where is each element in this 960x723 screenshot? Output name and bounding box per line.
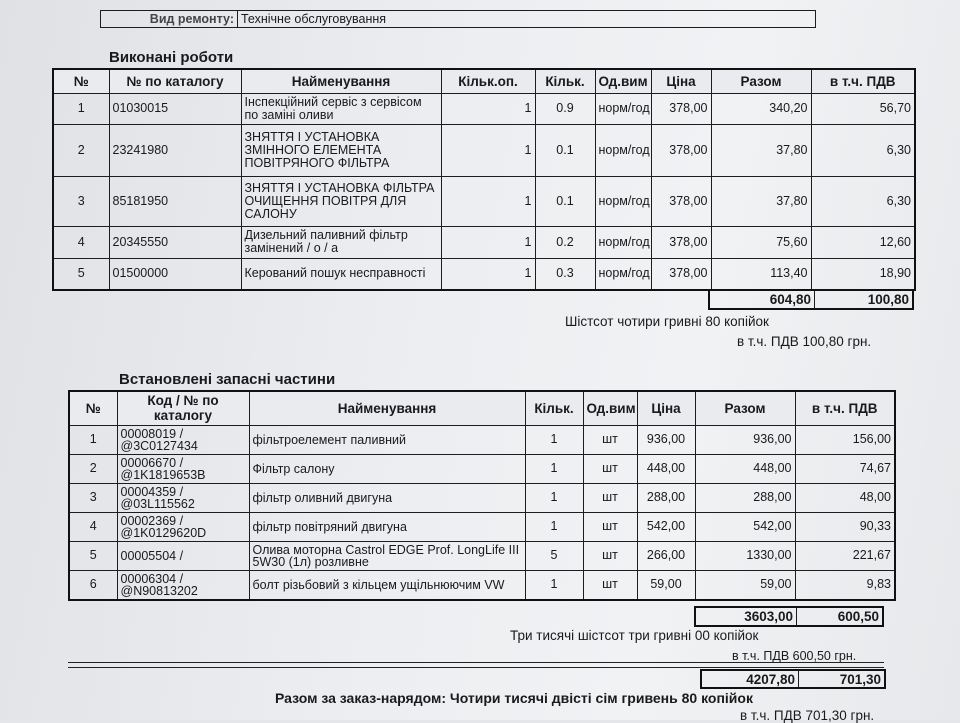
works-sum-words: Шістсот чотири гривні 80 копійок bbox=[565, 314, 769, 329]
parts-row-code bbox=[117, 425, 249, 454]
parts-sum-words: Три тисячі шістсот три гривні 00 копійок bbox=[510, 628, 759, 643]
works-sum-vat: 100,80 bbox=[815, 290, 914, 309]
works-row-no: 3 bbox=[53, 176, 109, 226]
parts-row-name: Олива моторна Castrol EDGE Prof. LongLife III 5W30 (1л) розливне bbox=[249, 541, 525, 570]
works-row-unit: норм/год bbox=[595, 226, 651, 258]
parts-row-code-catalog: @03L115562 bbox=[120, 496, 195, 511]
parts-row-code-catalog: @N90813202 bbox=[120, 583, 198, 598]
parts-row-unit: шт bbox=[583, 483, 637, 512]
works-row-total: 340,20 bbox=[711, 93, 811, 124]
parts-row-qty: 1 bbox=[525, 425, 583, 454]
parts-col-unit: Од.вим bbox=[583, 391, 637, 425]
works-row bbox=[53, 258, 915, 290]
parts-col-vat: в т.ч. ПДВ bbox=[795, 391, 895, 425]
works-row-vat: 18,90 bbox=[811, 258, 915, 290]
works-row bbox=[53, 176, 915, 226]
parts-row bbox=[69, 454, 895, 483]
works-row-no: 1 bbox=[53, 93, 109, 124]
parts-row bbox=[69, 541, 895, 570]
parts-row-price: 59,00 bbox=[637, 570, 695, 600]
parts-row-name: Фільтр салону bbox=[249, 454, 525, 483]
parts-sum-table bbox=[694, 606, 884, 627]
parts-row-code-internal: 00008019 / bbox=[120, 426, 184, 441]
works-row-ops: 1 bbox=[441, 258, 535, 290]
works-row-name: Інспекційний сервіс з сервісом по заміні оливи bbox=[241, 93, 441, 124]
works-row-no: 5 bbox=[53, 258, 109, 290]
works-row-ops: 1 bbox=[441, 93, 535, 124]
parts-row-code bbox=[117, 570, 249, 600]
works-row-qty: 0.1 bbox=[535, 124, 595, 176]
works-col-vat: в т.ч. ПДВ bbox=[811, 69, 915, 93]
parts-section-title: Встановлені запасні частини bbox=[119, 371, 336, 388]
parts-row-qty: 1 bbox=[525, 570, 583, 600]
parts-row-code bbox=[117, 454, 249, 483]
works-row-qty: 0.9 bbox=[535, 93, 595, 124]
parts-header-row bbox=[69, 391, 895, 425]
parts-row-qty: 5 bbox=[525, 541, 583, 570]
parts-row-no: 6 bbox=[69, 570, 117, 600]
parts-sum-vat: 600,50 bbox=[797, 607, 884, 626]
works-row-unit: норм/год bbox=[595, 93, 651, 124]
parts-row-total: 448,00 bbox=[695, 454, 795, 483]
parts-row-vat: 48,00 bbox=[795, 483, 895, 512]
parts-row-code-catalog: @1K0129620D bbox=[120, 525, 207, 540]
works-row-name: ЗНЯТТЯ І УСТАНОВКА ЗМІННОГО ЕЛЕМЕНТА ПОВІТРЯНОГО ФІЛЬТРА bbox=[241, 124, 441, 176]
works-col-unit: Од.вим bbox=[595, 69, 651, 93]
parts-row-code-internal: 00006304 / bbox=[120, 571, 184, 586]
works-row-vat: 6,30 bbox=[811, 124, 915, 176]
parts-row-code-catalog: @3C0127434 bbox=[120, 438, 198, 453]
parts-row-vat: 74,67 bbox=[795, 454, 895, 483]
works-row-ops: 1 bbox=[441, 176, 535, 226]
works-col-total: Разом bbox=[711, 69, 811, 93]
works-row-name: Керований пошук несправності bbox=[241, 258, 441, 290]
parts-row-name: фільтр повітряний двигуна bbox=[249, 512, 525, 541]
works-row-qty: 0.2 bbox=[535, 226, 595, 258]
parts-row-price: 936,00 bbox=[637, 425, 695, 454]
parts-row bbox=[69, 483, 895, 512]
works-row-total: 75,60 bbox=[711, 226, 811, 258]
parts-row-code-internal: 00005504 / bbox=[120, 548, 184, 563]
parts-col-name: Найменування bbox=[249, 391, 525, 425]
works-sum-total: 604,80 bbox=[709, 290, 815, 309]
works-row bbox=[53, 93, 915, 124]
parts-table bbox=[68, 390, 896, 601]
parts-row-total: 936,00 bbox=[695, 425, 795, 454]
works-row-code: 20345550 bbox=[109, 226, 241, 258]
parts-row bbox=[69, 570, 895, 600]
works-row-no: 4 bbox=[53, 226, 109, 258]
works-row-price: 378,00 bbox=[651, 124, 711, 176]
grand-sum-table bbox=[700, 669, 886, 689]
works-row-total: 113,40 bbox=[711, 258, 811, 290]
works-table bbox=[52, 68, 916, 291]
works-row-total: 37,80 bbox=[711, 124, 811, 176]
works-col-price: Ціна bbox=[651, 69, 711, 93]
parts-row-total: 59,00 bbox=[695, 570, 795, 600]
parts-row-name: болт різьбовий з кільцем ущільнюючим VW bbox=[249, 570, 525, 600]
parts-row-no: 1 bbox=[69, 425, 117, 454]
parts-row-code bbox=[117, 512, 249, 541]
parts-row-name: фільтроелемент паливний bbox=[249, 425, 525, 454]
parts-row-price: 288,00 bbox=[637, 483, 695, 512]
works-section-title: Виконані роботи bbox=[109, 49, 234, 66]
repair-type-table bbox=[100, 10, 816, 28]
works-row-name: Дизельний паливний фільтр замінений / о / а bbox=[241, 226, 441, 258]
parts-row-unit: шт bbox=[583, 454, 637, 483]
works-row-price: 378,00 bbox=[651, 176, 711, 226]
parts-row-code-internal: 00002369 / bbox=[120, 513, 184, 528]
parts-row-name: фільтр оливний двигуна bbox=[249, 483, 525, 512]
works-sum-table bbox=[708, 289, 914, 310]
works-row-code: 85181950 bbox=[109, 176, 241, 226]
works-header-row bbox=[53, 69, 915, 93]
parts-row-qty: 1 bbox=[525, 454, 583, 483]
parts-row-unit: шт bbox=[583, 541, 637, 570]
works-col-name: Найменування bbox=[241, 69, 441, 93]
repair-type-value: Технічне обслуговування bbox=[238, 11, 816, 28]
parts-row-code bbox=[117, 483, 249, 512]
parts-row bbox=[69, 512, 895, 541]
works-row-name: ЗНЯТТЯ І УСТАНОВКА ФІЛЬТРА ОЧИЩЕННЯ ПОВІТРЯ ДЛЯ САЛОНУ bbox=[241, 176, 441, 226]
grand-total-words: Разом за заказ-нарядом: Чотири тисячі двісті сім гривень 80 копійок bbox=[275, 690, 753, 706]
parts-row-price: 266,00 bbox=[637, 541, 695, 570]
parts-vat-words: в т.ч. ПДВ 600,50 грн. bbox=[732, 649, 857, 663]
parts-row-no: 5 bbox=[69, 541, 117, 570]
parts-sum-total: 3603,00 bbox=[695, 607, 797, 626]
grand-sum-vat: 701,30 bbox=[799, 670, 886, 688]
parts-row-qty: 1 bbox=[525, 483, 583, 512]
works-row-total: 37,80 bbox=[711, 176, 811, 226]
parts-row-vat: 156,00 bbox=[795, 425, 895, 454]
parts-col-no: № bbox=[69, 391, 117, 425]
works-row-code: 01030015 bbox=[109, 93, 241, 124]
parts-row-unit: шт bbox=[583, 570, 637, 600]
grand-sum-total: 4207,80 bbox=[701, 670, 799, 688]
parts-row-no: 3 bbox=[69, 483, 117, 512]
parts-row-code-internal: 00006670 / bbox=[120, 455, 184, 470]
works-row-qty: 0.3 bbox=[535, 258, 595, 290]
works-row-no: 2 bbox=[53, 124, 109, 176]
works-row-vat: 12,60 bbox=[811, 226, 915, 258]
works-row-unit: норм/год bbox=[595, 176, 651, 226]
parts-col-total: Разом bbox=[695, 391, 795, 425]
works-row-vat: 6,30 bbox=[811, 176, 915, 226]
parts-row bbox=[69, 425, 895, 454]
parts-col-qty: Кільк. bbox=[525, 391, 583, 425]
parts-row-qty: 1 bbox=[525, 512, 583, 541]
parts-row-unit: шт bbox=[583, 425, 637, 454]
parts-row-vat: 9,83 bbox=[795, 570, 895, 600]
works-row-price: 378,00 bbox=[651, 226, 711, 258]
works-row-unit: норм/год bbox=[595, 258, 651, 290]
parts-col-code: Код / № по каталогу bbox=[117, 391, 249, 425]
works-row-price: 378,00 bbox=[651, 258, 711, 290]
works-row-price: 378,00 bbox=[651, 93, 711, 124]
parts-row-vat: 221,67 bbox=[795, 541, 895, 570]
parts-row-total: 288,00 bbox=[695, 483, 795, 512]
parts-row-price: 542,00 bbox=[637, 512, 695, 541]
works-row-ops: 1 bbox=[441, 124, 535, 176]
works-row-unit: норм/год bbox=[595, 124, 651, 176]
parts-row-code-internal: 00004359 / bbox=[120, 484, 184, 499]
parts-row-code bbox=[117, 541, 249, 570]
parts-row-code-catalog: @1K1819653B bbox=[120, 467, 206, 482]
repair-type-label: Вид ремонту: bbox=[101, 11, 238, 28]
parts-row-total: 542,00 bbox=[695, 512, 795, 541]
works-row-qty: 0.1 bbox=[535, 176, 595, 226]
works-vat-words: в т.ч. ПДВ 100,80 грн. bbox=[737, 334, 872, 349]
works-row-code: 01500000 bbox=[109, 258, 241, 290]
works-col-no: № bbox=[53, 69, 109, 93]
parts-row-total: 1330,00 bbox=[695, 541, 795, 570]
parts-row-price: 448,00 bbox=[637, 454, 695, 483]
works-row-ops: 1 bbox=[441, 226, 535, 258]
works-col-ops: Кільк.оп. bbox=[441, 69, 535, 93]
parts-row-no: 4 bbox=[69, 512, 117, 541]
works-col-code: № по каталогу bbox=[109, 69, 241, 93]
works-row-vat: 56,70 bbox=[811, 93, 915, 124]
parts-col-price: Ціна bbox=[637, 391, 695, 425]
parts-row-unit: шт bbox=[583, 512, 637, 541]
parts-row-vat: 90,33 bbox=[795, 512, 895, 541]
parts-row-no: 2 bbox=[69, 454, 117, 483]
works-col-qty: Кільк. bbox=[535, 69, 595, 93]
works-row-code: 23241980 bbox=[109, 124, 241, 176]
works-row bbox=[53, 124, 915, 176]
works-row bbox=[53, 226, 915, 258]
grand-vat-words: в т.ч. ПДВ 701,30 грн. bbox=[740, 708, 875, 723]
